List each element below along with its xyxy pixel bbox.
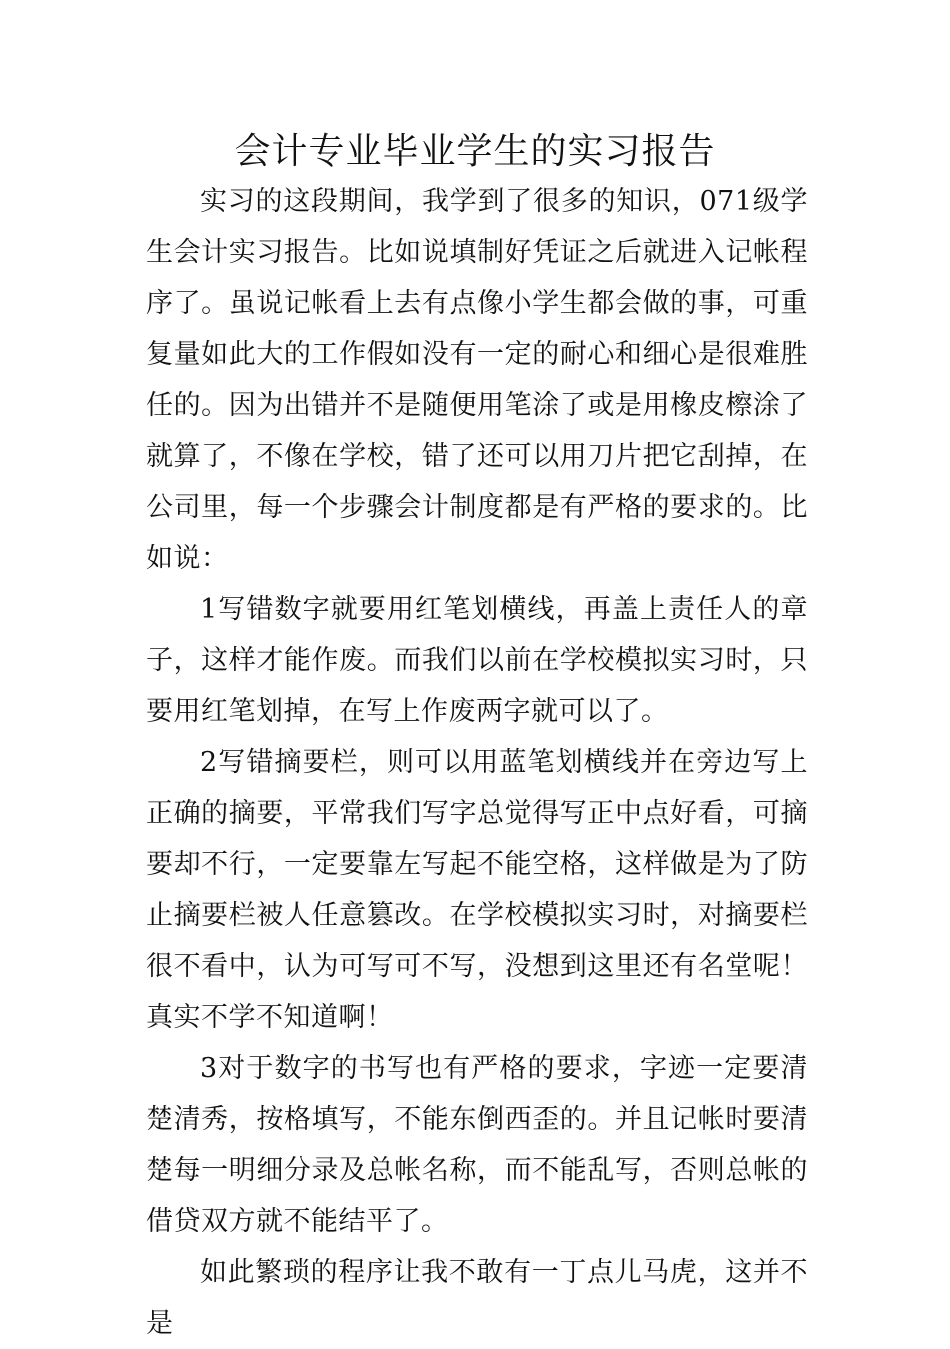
paragraph: 如此繁琐的程序让我不敢有一丁点儿马虎，这并不是: [146, 1257, 808, 1339]
paragraph: 实习的这段期间，我学到了很多的知识，071级学生会计实习报告。比如说填制好凭证之后就进入记帐程序了。虽说记帐看上去有点像小学生都会做的事，可重复量如此大的工作假如没有一定的耐心和细心是很难胜任的。因为出错并不是随便用笔涂了或是用橡皮檫涂了就算了，不像在学校，错了还可以用刀片把它刮掉，在公司里，每一个步骤会计制度都是有严格的要求的。比如说：: [146, 186, 808, 574]
paragraph: 3对于数字的书写也有严格的要求，字迹一定要清楚清秀，按格填写，不能东倒西歪的。并且记帐时要清楚每一明细分录及总帐名称，而不能乱写，否则总帐的借贷双方就不能结平了。: [146, 1053, 808, 1237]
paragraph: 1写错数字就要用红笔划横线，再盖上责任人的章子，这样才能作废。而我们以前在学校模拟实习时，只要用红笔划掉，在写上作废两字就可以了。: [146, 594, 808, 727]
document-body: [146, 176, 808, 1349]
paragraph: 2写错摘要栏，则可以用蓝笔划横线并在旁边写上正确的摘要，平常我们写字总觉得写正中点好看，可摘要却不行，一定要靠左写起不能空格，这样做是为了防止摘要栏被人任意篡改。在学校模拟实习时，对摘要栏很不看中，认为可写可不写，没想到这里还有名堂呢！真实不学不知道啊！: [146, 747, 808, 1033]
document-title: 会计专业毕业学生的实习报告: [234, 131, 716, 172]
